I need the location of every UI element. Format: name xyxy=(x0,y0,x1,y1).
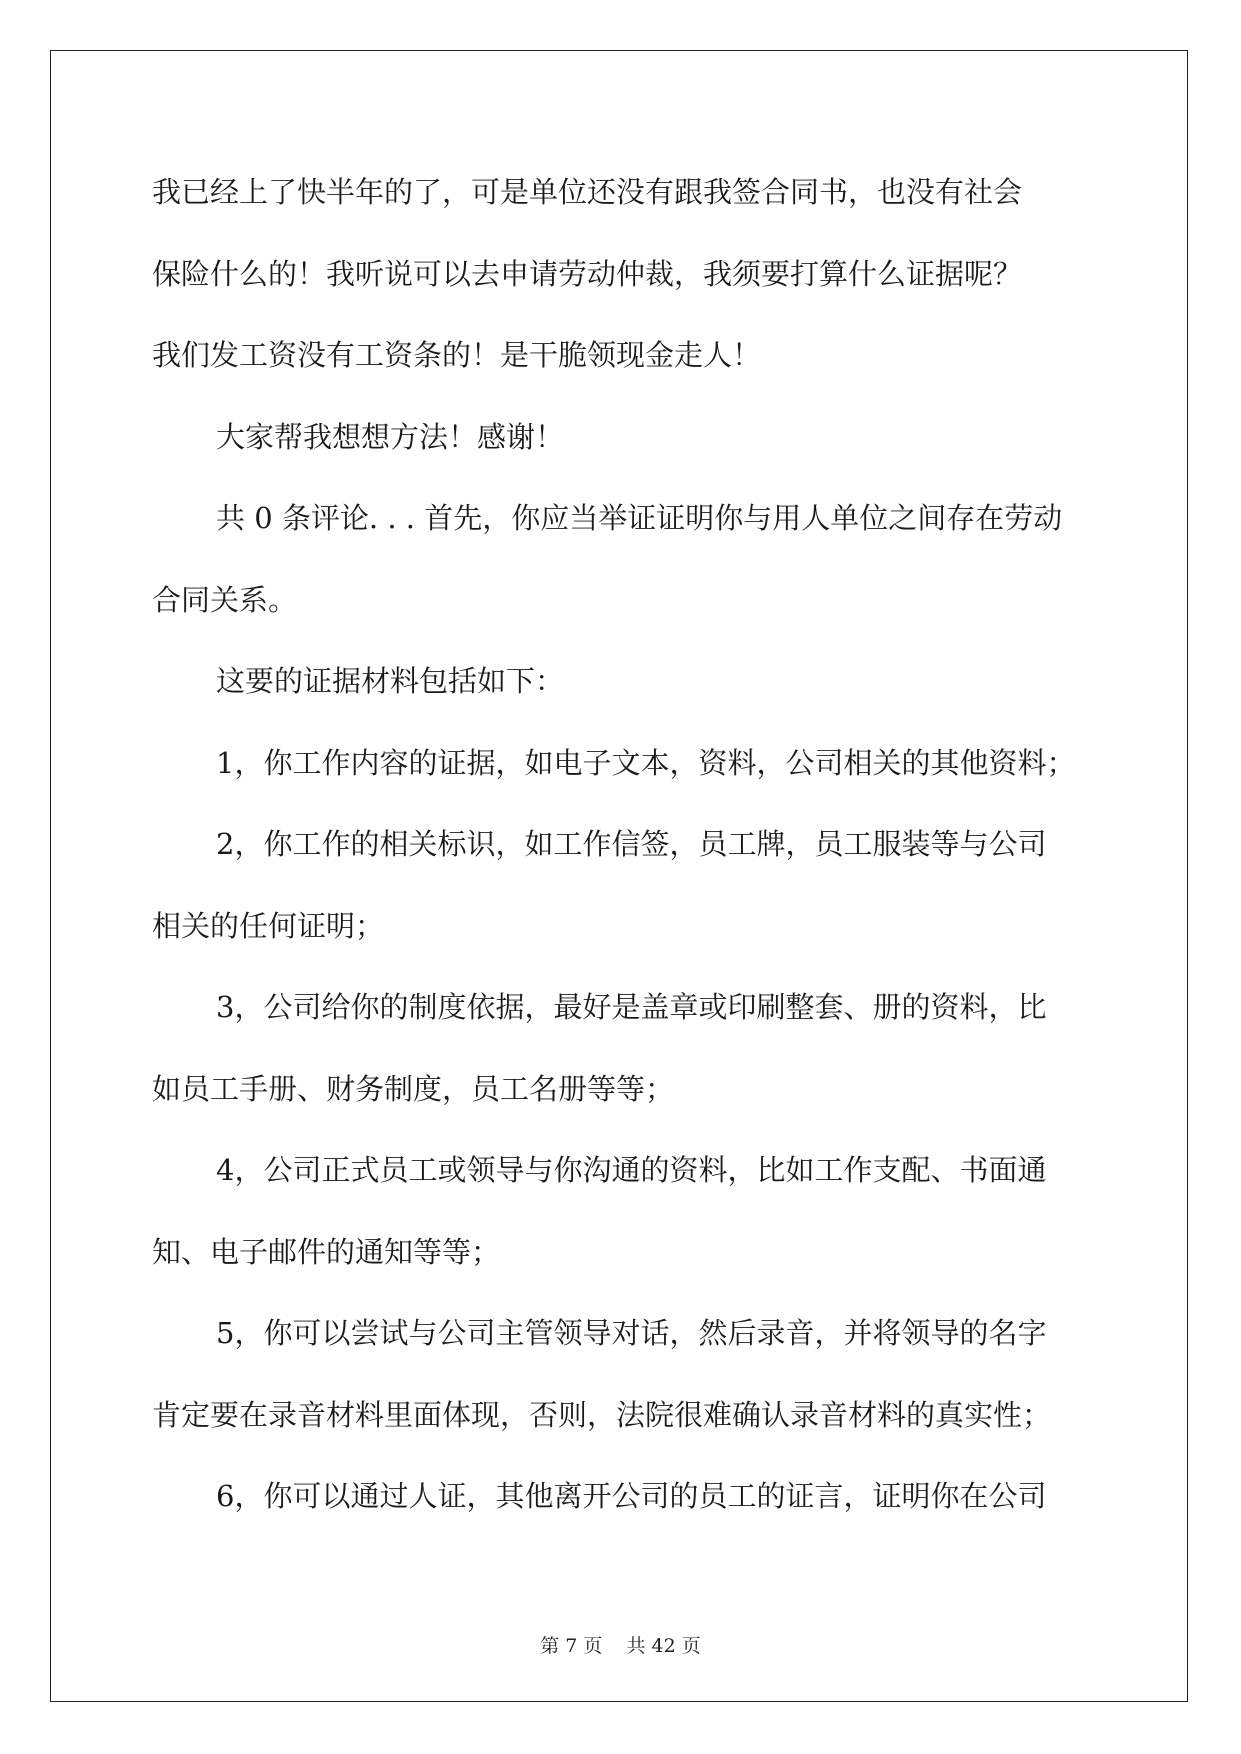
body-line: 这要的证据材料包括如下： xyxy=(216,664,565,698)
body-line: 5，你可以尝试与公司主管领导对话，然后录音，并将领导的名字 xyxy=(216,1316,1047,1350)
page-total: 共 42 页 xyxy=(626,1635,701,1657)
page-footer xyxy=(0,1631,1241,1658)
body-line: 保险什么的！我听说可以去申请劳动仲裁，我须要打算什么证据呢？ xyxy=(152,256,1023,291)
body-line: 共 0 条评论. . . 首先，你应当举证证明你与用人单位之间存在劳动 xyxy=(216,501,1063,535)
body-line: 我们发工资没有工资条的！是干脆领现金走人！ xyxy=(152,338,762,372)
body-line: 肯定要在录音材料里面体现，否则，法院很难确认录音材料的真实性； xyxy=(152,1397,1052,1432)
page-number: 第 7 页 xyxy=(540,1635,603,1657)
body-line: 4，公司正式员工或领导与你沟通的资料，比如工作支配、书面通 xyxy=(216,1153,1047,1187)
body-line: 知、电子邮件的通知等等； xyxy=(152,1234,501,1269)
body-line: 2，你工作的相关标识，如工作信签，员工牌，员工服装等与公司 xyxy=(216,827,1047,861)
body-line: 6，你可以通过人证，其他离开公司的员工的证言，证明你在公司 xyxy=(216,1479,1047,1513)
body-line: 3，公司给你的制度依据，最好是盖章或印刷整套、册的资料，比 xyxy=(216,990,1047,1024)
document-body xyxy=(152,164,1092,1550)
body-line: 合同关系。 xyxy=(152,582,298,617)
body-line: 如员工手册、财务制度，员工名册等等； xyxy=(152,1071,675,1106)
body-line: 1，你工作内容的证据，如电子文本，资料，公司相关的其他资料； xyxy=(216,745,1076,780)
body-line: 我已经上了快半年的了，可是单位还没有跟我签合同书，也没有社会 xyxy=(152,175,1023,209)
body-line: 相关的任何证明； xyxy=(152,908,385,943)
body-line: 大家帮我想想方法！感谢！ xyxy=(216,419,565,454)
